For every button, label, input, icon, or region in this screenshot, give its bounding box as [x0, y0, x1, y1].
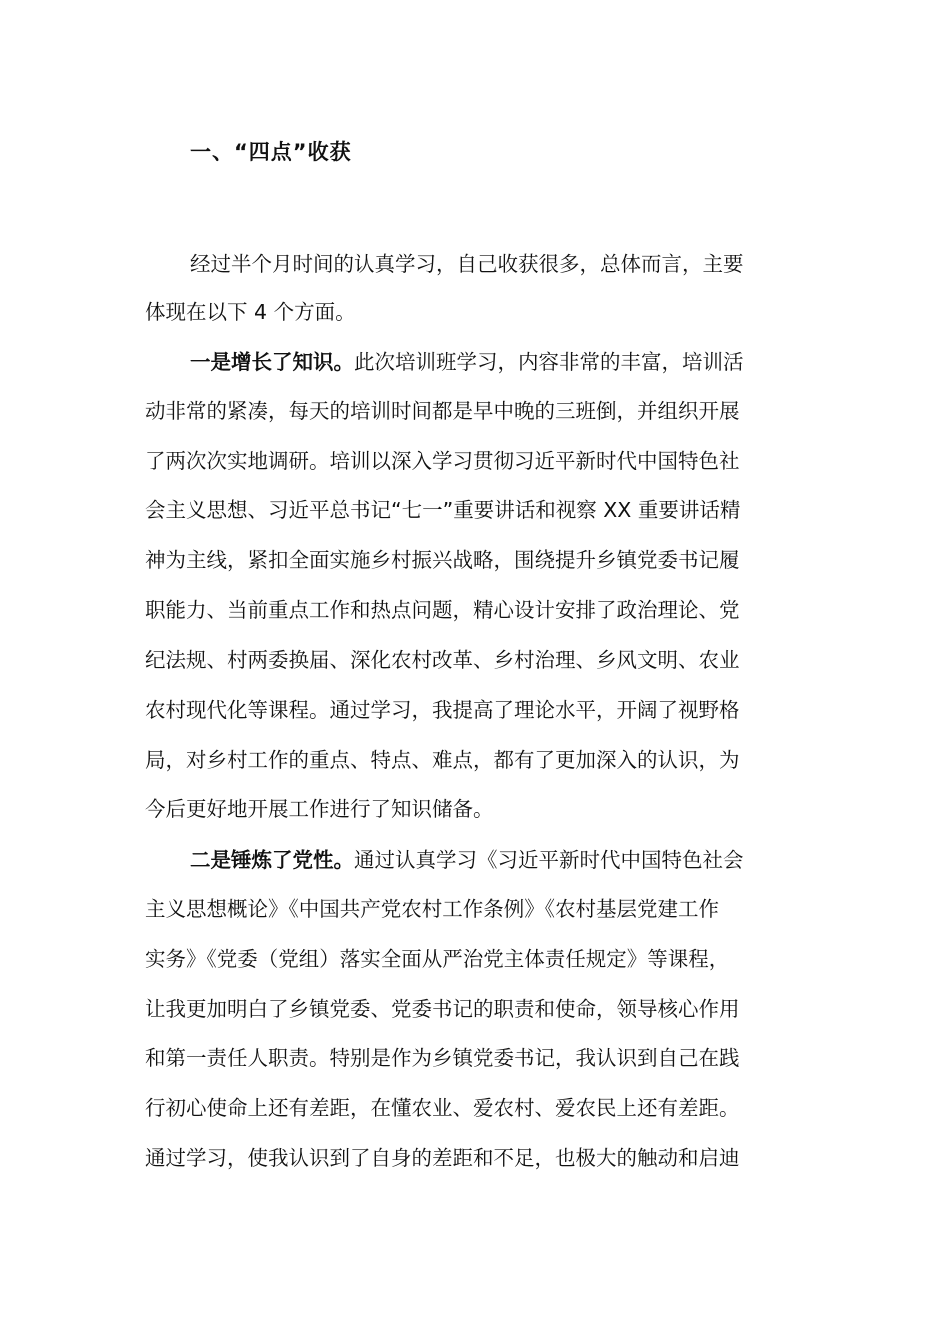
paragraph-line: 局，对乡村工作的重点、特点、难点，都有了更加深入的认识，为: [145, 748, 740, 772]
paragraph-line: 今后更好地开展工作进行了知识储备。: [145, 797, 494, 821]
paragraph-lead: 二是锤炼了党性。: [190, 848, 354, 872]
paragraph-lead: 一是增长了知识。: [190, 350, 354, 374]
paragraph-line: 实务》《党委（党组）落实全面从严治党主体责任规定》等课程，: [145, 947, 730, 971]
paragraph-line: 通过学习，使我认识到了自身的差距和不足，也极大的触动和启迪: [145, 1146, 740, 1170]
paragraph-first-line: [190, 347, 744, 377]
paragraph-line: 职能力、当前重点工作和热点问题，精心设计安排了政治理论、党: [145, 598, 740, 622]
paragraph-line: 纪法规、村两委换届、深化农村改革、乡村治理、乡风文明、农业: [145, 648, 740, 672]
paragraph-text: 通过认真学习《习近平新时代中国特色社会: [354, 848, 744, 872]
paragraph-line: 主义思想概论》《中国共产党农村工作条例》《农村基层党建工作: [145, 897, 719, 921]
paragraph-line: 会主义思想、习近平总书记“七一”重要讲话和视察 XX 重要讲话精: [145, 498, 741, 522]
paragraph-first-line: [190, 845, 744, 875]
paragraph-line: 行初心使命上还有差距，在懂农业、爱农村、爱农民上还有差距。: [145, 1096, 740, 1120]
paragraph-line: 和第一责任人职责。特别是作为乡镇党委书记，我认识到自己在践: [145, 1046, 740, 1070]
paragraph-line: 让我更加明白了乡镇党委、党委书记的职责和使命，领导核心作用: [145, 997, 740, 1021]
paragraph-text: 此次培训班学习，内容非常的丰富，培训活: [354, 350, 744, 374]
paragraph-line: 动非常的紧凑，每天的培训时间都是早中晚的三班倒，并组织开展: [145, 399, 740, 423]
paragraph-line: 了两次次实地调研。培训以深入学习贯彻习近平新时代中国特色社: [145, 449, 740, 473]
paragraph-line: 神为主线，紧扣全面实施乡村振兴战略，围绕提升乡镇党委书记履: [145, 548, 740, 572]
section-heading: 一、“四点”收获: [190, 140, 352, 164]
paragraph-line: 农村现代化等课程。通过学习，我提高了理论水平，开阔了视野格: [145, 698, 740, 722]
paragraph-line: 经过半个月时间的认真学习，自己收获很多，总体而言，主要: [190, 252, 744, 276]
paragraph-line: 体现在以下 4 个方面。: [145, 300, 356, 324]
